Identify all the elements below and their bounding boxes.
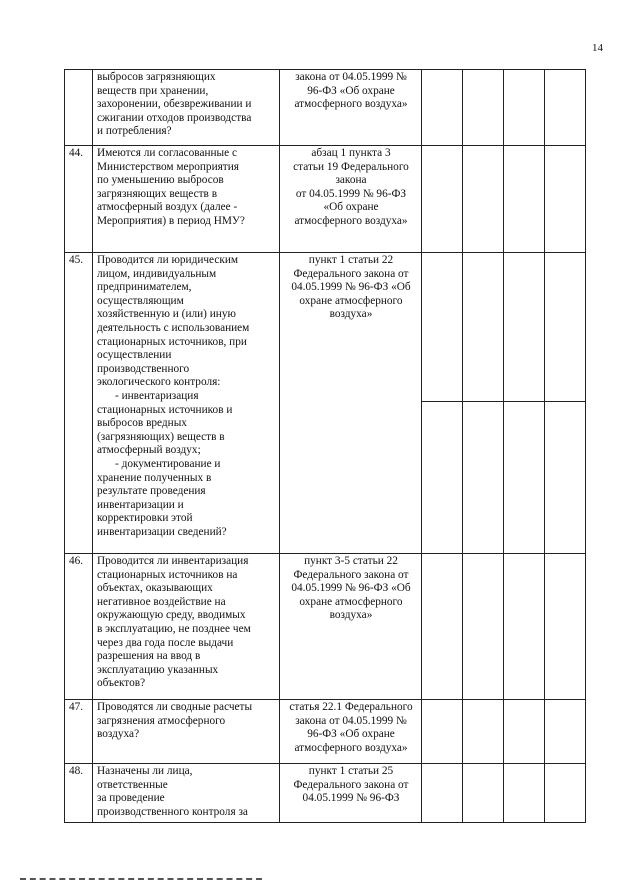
table-row [65, 700, 586, 764]
question-line: и потребления? [97, 125, 172, 138]
row-reference [280, 764, 422, 823]
reference-line: статьи 19 Федерального [293, 160, 409, 173]
notes-cell [545, 700, 586, 764]
answer-na-cell [504, 554, 545, 700]
row-reference [280, 70, 422, 146]
answer-yes-cell [422, 554, 463, 700]
question-line: Мероприятия) в период НМУ? [97, 214, 245, 227]
question-line: загрязнения атмосферного [97, 714, 226, 727]
question-line: эксплуатацию указанных [97, 663, 219, 676]
row-reference [280, 700, 422, 764]
row-question [93, 253, 280, 554]
reference-line: Федерального закона от [293, 778, 409, 791]
notes-cell [545, 70, 586, 146]
row-question [93, 554, 280, 700]
reference-line: «Об охране [323, 201, 379, 214]
question-line: за проведение [97, 792, 165, 805]
answer-no-cell [463, 253, 504, 402]
table-row [65, 70, 586, 146]
reference-line: статья 22.1 Федерального [289, 701, 413, 713]
reference-line: от 04.05.1999 № 96-ФЗ [295, 187, 407, 200]
reference-line: Федерального закона от [293, 267, 409, 280]
reference-line: пункт 3-5 статьи 22 [304, 555, 398, 567]
question-line: Назначены ли лица, [97, 765, 193, 777]
reference-line: пункт 1 статьи 25 [308, 765, 394, 777]
row-question [93, 700, 280, 764]
question-line: Министерством мероприятия [97, 160, 239, 173]
question-line: предпринимателем, [97, 281, 192, 294]
question-line: Проводится ли инвентаризация [97, 555, 249, 567]
notes-cell [545, 146, 586, 253]
footer-divider [20, 878, 262, 880]
answer-no-cell [463, 764, 504, 823]
question-line: инвентаризации и [97, 498, 184, 511]
question-line: окружающую среду, вводимых [97, 609, 246, 622]
question-line: Имеются ли согласованные с [97, 147, 237, 159]
row-reference [280, 554, 422, 700]
table-row [65, 253, 586, 402]
answer-yes-cell [422, 253, 463, 402]
reference-line: закона от 04.05.1999 № [295, 71, 407, 83]
question-line: в эксплуатацию, не позднее чем [97, 622, 251, 635]
row-number [65, 70, 93, 146]
answer-na-cell [504, 146, 545, 253]
question-line: деятельность с использованием [97, 321, 250, 334]
row-number: 44. [65, 146, 93, 253]
question-line: Проводятся ли сводные расчеты [97, 701, 253, 713]
reference-line: атмосферного воздуха» [294, 214, 408, 227]
reference-line: 04.05.1999 № 96-ФЗ «Об [291, 281, 411, 294]
question-line: лицом, индивидуальным [97, 267, 217, 280]
question-line: производственного контроля за [97, 805, 248, 818]
answer-na-cell [504, 764, 545, 823]
row-reference [280, 146, 422, 253]
table-row [65, 554, 586, 700]
reference-line: атмосферного воздуха» [294, 741, 408, 754]
reference-line: 04.05.1999 № 96-ФЗ «Об [291, 582, 411, 595]
reference-line: охране атмосферного [299, 294, 403, 307]
row-number: 45. [65, 253, 93, 554]
question-line: осуществлении [97, 349, 172, 362]
question-line: стационарных источников на [97, 568, 238, 581]
question-line: захоронении, обезвреживании и [97, 98, 252, 111]
reference-line: воздуха» [329, 308, 373, 321]
question-line: объектов? [97, 677, 146, 690]
answer-yes-cell [422, 146, 463, 253]
reference-line: пункт 1 статьи 22 [308, 254, 394, 266]
reference-line: Федерального закона от [293, 568, 409, 581]
row-number: 47. [65, 700, 93, 764]
answer-yes-cell [422, 70, 463, 146]
reference-line: охране атмосферного [299, 595, 403, 608]
question-line: стационарных источников, при [97, 335, 247, 348]
question-line: корректировки этой [97, 512, 193, 525]
question-line: хранение полученных в [97, 471, 212, 484]
reference-line: 96-ФЗ «Об охране [307, 84, 395, 97]
question-line: результате проведения [97, 485, 206, 498]
question-line: - инвентаризация [115, 389, 199, 402]
question-line: объектах, оказывающих [97, 582, 213, 595]
question-line: стационарных источников и [97, 403, 233, 416]
answer-yes-cell [422, 700, 463, 764]
reference-line: абзац 1 пункта 3 [311, 147, 391, 159]
table-row [65, 764, 586, 823]
question-line: по уменьшению выбросов [97, 174, 224, 187]
question-line: осуществляющим [97, 294, 184, 307]
question-line: Проводится ли юридическим [97, 254, 239, 266]
question-line: атмосферный воздух; [97, 444, 201, 457]
answer-no-cell [463, 700, 504, 764]
answer-no-cell [463, 146, 504, 253]
question-line: загрязняющих веществ в [97, 187, 218, 200]
question-line: экологического контроля: [97, 376, 221, 389]
reference-line: закона [335, 174, 367, 187]
question-line: (загрязняющих) веществ в [97, 430, 225, 443]
question-line: негативное воздействие на [97, 595, 226, 608]
question-line: выбросов загрязняющих [97, 71, 216, 83]
question-line: разрешения на ввод в [97, 650, 201, 663]
question-line: через два года после выдачи [97, 636, 234, 649]
question-line: ответственные [97, 778, 168, 791]
reference-line: атмосферного воздуха» [294, 98, 408, 111]
reference-line: воздуха» [329, 609, 373, 622]
question-line: веществ при хранении, [97, 84, 209, 97]
answer-no-cell [463, 70, 504, 146]
row-question [93, 70, 280, 146]
page-number: 14 [592, 42, 603, 54]
notes-cell [545, 764, 586, 823]
answer-na-cell [504, 70, 545, 146]
row-reference [280, 253, 422, 554]
checklist-table [64, 69, 586, 823]
answer-yes-cell [422, 764, 463, 823]
table-row [65, 146, 586, 253]
reference-line: 96-ФЗ «Об охране [307, 728, 395, 741]
answer-na-cell [504, 700, 545, 764]
reference-line: 04.05.1999 № 96-ФЗ [302, 792, 400, 805]
row-question [93, 764, 280, 823]
notes-cell [545, 554, 586, 700]
answer-na-cell [504, 402, 545, 554]
question-line: воздуха? [97, 728, 140, 741]
answer-no-cell [463, 554, 504, 700]
question-line: сжигании отходов производства [97, 111, 252, 124]
row-number: 48. [65, 764, 93, 823]
question-line: выбросов вредных [97, 417, 187, 430]
answer-yes-cell [422, 402, 463, 554]
notes-cell [545, 402, 586, 554]
question-line: инвентаризации сведений? [97, 525, 227, 538]
question-line: производственного [97, 362, 190, 375]
answer-na-cell [504, 253, 545, 402]
question-line: атмосферный воздух (далее - [97, 201, 238, 214]
answer-no-cell [463, 402, 504, 554]
row-number: 46. [65, 554, 93, 700]
reference-line: закона от 04.05.1999 № [295, 714, 407, 727]
row-question [93, 146, 280, 253]
question-line: - документирование и [115, 457, 221, 470]
notes-cell [545, 253, 586, 402]
question-line: хозяйственную и (или) иную [97, 308, 236, 321]
